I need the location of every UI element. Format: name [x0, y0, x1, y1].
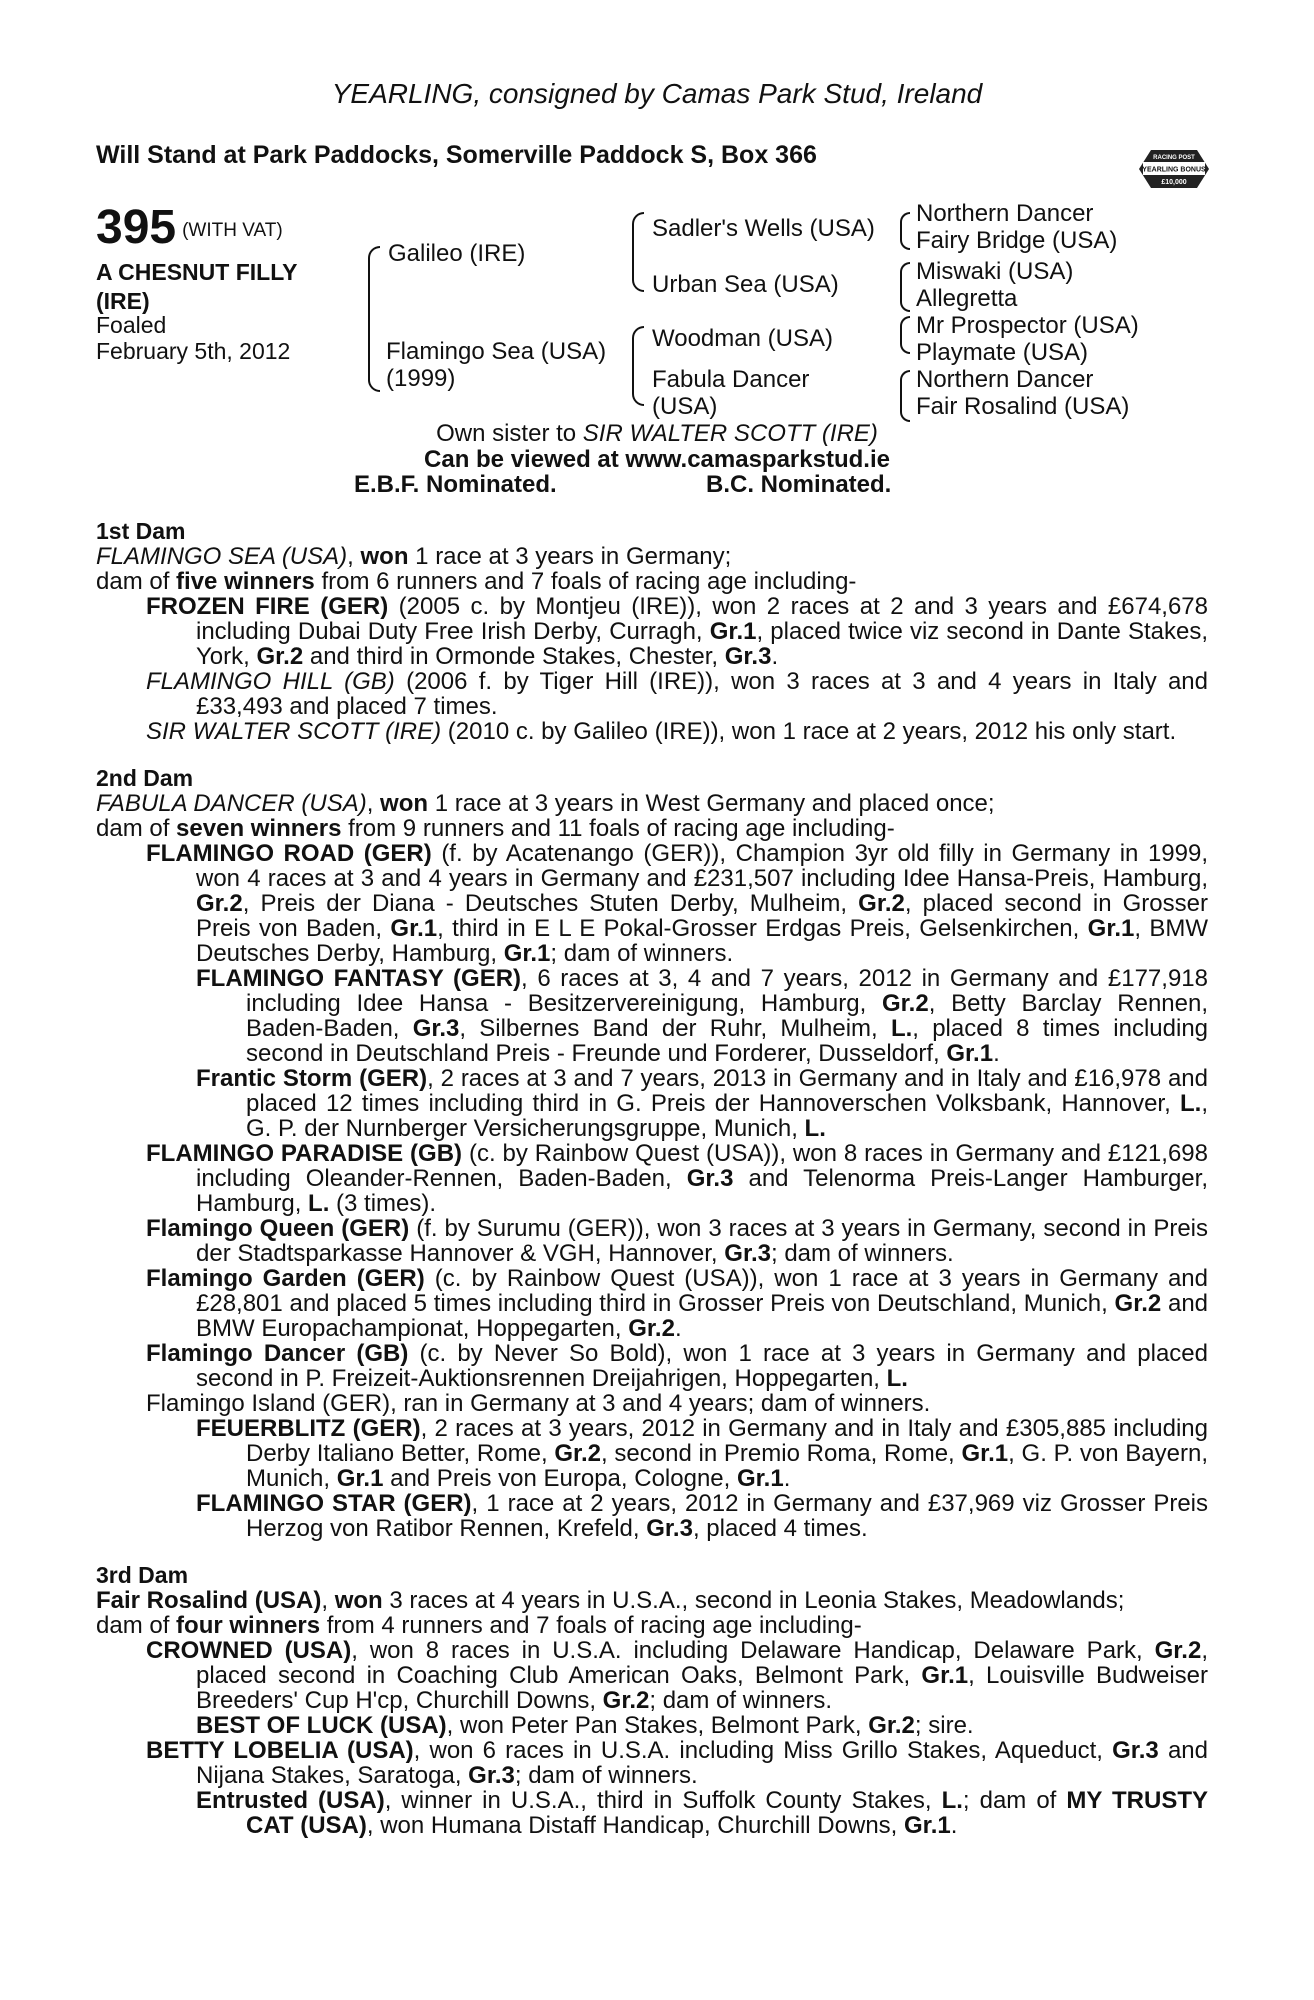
dss: Mr Prospector (USA)	[916, 312, 1139, 339]
progeny-entry: FLAMINGO PARADISE (GB) (c. by Rainbow Quest (USA)), won 8 races in Germany and £121,698 including Oleander-Rennen, Baden-Baden, Gr.3 and Telenorma Preis-Langer Hamburger, Hamburg, L. (3 times).	[146, 1140, 1208, 1217]
progeny-entry: FLAMINGO ROAD (GER) (f. by Acatenango (GER)), Champion 3yr old filly in Germany in 1999, won 4 races at 3 and 4 years in Germany and £231,507 including Idee Hansa-Preis, Hamburg, Gr.2, Preis der Diana - Deutsches Stuten Derby, Mulheim, Gr.2, placed second in Grosser Preis von Baden, Gr.1, third in E L E Pokal-Grosser Erdgas Preis, Gelsenkirchen, Gr.1, BMW Deutsches Derby, Hamburg, Gr.1; dam of winners.	[146, 840, 1209, 967]
grand-progeny-entry: FLAMINGO STAR (GER), 1 race at 2 years, 2012 in Germany and £37,969 viz Grosser Preis Herzog von Ratibor Rennen, Krefeld, Gr.3, placed 4 times.	[196, 1490, 1209, 1542]
viewing-note: Can be viewed at www.camasparkstud.ie	[424, 446, 890, 473]
third-dam-heading: 3rd Dam	[96, 1562, 189, 1588]
third-dam-line2: dam of four winners from 4 runners and 7 foals of racing age including-	[96, 1612, 862, 1639]
dam-year: (1999)	[386, 365, 456, 392]
progeny-entry: Flamingo Garden (GER) (c. by Rainbow Quest (USA)), won 1 race at 3 years in Germany and £28,801 and placed 5 times including third in Grosser Preis von Deutschland, Munich, Gr.2 and BMW Europachampionat, Hoppegarten, Gr.2.	[146, 1265, 1209, 1342]
bracket-sire	[632, 212, 644, 292]
bracket-dd	[900, 370, 910, 422]
grand-progeny-entry: Entrusted (USA), winner in U.S.A., third in Suffolk County Stakes, L.; dam of MY TRUSTY CAT (USA), won Humana Distaff Handicap, Churchill Downs, Gr.1.	[196, 1787, 1209, 1839]
badge-amount: £10,000	[1161, 179, 1187, 186]
progeny-entry: Flamingo Dancer (GB) (c. by Never So Bold), won 1 race at 3 years in Germany and placed second in P. Freizeit-Auktionsrennen Dreijahrigen, Hoppegarten, L.	[146, 1340, 1209, 1392]
progeny-entry: Flamingo Queen (GER) (f. by Surumu (GER)), won 3 races at 3 years in Germany, second in Preis der Stadtsparkasse Hannover & VGH, Hannover, Gr.3; dam of winners.	[146, 1215, 1208, 1267]
ebf-note: E.B.F. Nominated.	[354, 471, 557, 498]
dds: Northern Dancer	[916, 366, 1094, 393]
grand-progeny-entry: FEUERBLITZ (GER), 2 races at 3 years, 2012 in Germany and in Italy and £305,885 including Derby Italiano Better, Rome, Gr.2, second in Premio Roma, Rome, Gr.1, G. P. von Bayern, Munich, Gr.1 and Preis von Europa, Cologne, Gr.1.	[196, 1415, 1209, 1492]
bc-note: B.C. Nominated.	[706, 471, 892, 498]
foaled-info	[96, 312, 290, 364]
lot-description	[96, 258, 356, 316]
sds: Miswaki (USA)	[916, 258, 1074, 285]
ddd: Fair Rosalind (USA)	[916, 393, 1130, 420]
sire: Galileo (IRE)	[388, 240, 526, 267]
badge-racing-post: RACING POST	[1153, 155, 1195, 161]
progeny-entry: SIR WALTER SCOTT (IRE) (2010 c. by Galileo (IRE)), won 1 race at 2 years, 2012 his only start.	[146, 718, 1177, 745]
dam-dam-line1: Fabula Dancer	[652, 366, 810, 393]
dam-name: Flamingo Sea (USA)	[386, 338, 607, 365]
sdd: Allegretta	[916, 285, 1018, 312]
bracket-ss	[900, 212, 910, 250]
progeny-entry: FROZEN FIRE (GER) (2005 c. by Montjeu (IRE)), won 2 races at 2 and 3 years and £674,678 including Dubai Duty Free Irish Derby, Curragh, Gr.1, placed twice viz second in Dante Stakes, York, Gr.2 and third in Ormonde Stakes, Chester, Gr.3.	[146, 593, 1209, 670]
first-dam-line1: FLAMINGO SEA (USA), won 1 race at 3 years in Germany;	[96, 543, 732, 570]
foaled-date: February 5th, 2012	[96, 338, 291, 364]
vat-label: (WITH VAT)	[182, 219, 283, 241]
progeny-entry: Flamingo Island (GER), ran in Germany at 3 and 4 years; dam of winners.	[146, 1390, 931, 1417]
stand-location: Will Stand at Park Paddocks, Somerville Paddock S, Box 366	[96, 141, 817, 169]
bracket-gen1	[368, 246, 380, 392]
lot-name-line2: (IRE)	[96, 288, 150, 314]
lot-number	[96, 201, 283, 254]
foaled-label: Foaled	[96, 312, 167, 338]
grand-progeny-entry: BEST OF LUCK (USA), won Peter Pan Stakes, Belmont Park, Gr.2; sire.	[196, 1712, 974, 1739]
third-dam-line1: Fair Rosalind (USA), won 3 races at 4 years in U.S.A., second in Leonia Stakes, Meadowlands;	[96, 1587, 1125, 1614]
sss: Northern Dancer	[916, 200, 1094, 227]
bracket-ds	[900, 316, 910, 354]
first-dam-heading: 1st Dam	[96, 518, 186, 544]
sister-note	[0, 420, 1314, 448]
sire-sire: Sadler's Wells (USA)	[652, 215, 875, 242]
third-dam-section	[96, 1563, 1208, 1838]
sale-header: YEARLING, consigned by Camas Park Stud, Ireland	[331, 78, 983, 109]
grand-progeny-entry: Frantic Storm (GER), 2 races at 3 and 7 years, 2013 in Germany and in Italy and £16,978 and placed 12 times including third in G. Preis der Hannoverschen Volksbank, Hannover, L., G. P. der Nurnberger Versicherungsgruppe, Munich, L.	[196, 1065, 1209, 1142]
sire-dam: Urban Sea (USA)	[652, 271, 839, 298]
badge-yearling-bonus: YEARLING BONUS	[1142, 166, 1206, 174]
dam-dam-line2: (USA)	[652, 393, 718, 420]
second-dam-line1: FABULA DANCER (USA), won 1 race at 3 years in West Germany and placed once;	[96, 790, 995, 817]
bracket-sd	[900, 262, 910, 312]
ssd: Fairy Bridge (USA)	[916, 227, 1118, 254]
second-dam-line2: dam of seven winners from 9 runners and 11 foals of racing age including-	[96, 815, 895, 842]
dsd: Playmate (USA)	[916, 339, 1089, 366]
first-dam-line2: dam of five winners from 6 runners and 7 foals of racing age including-	[96, 568, 857, 595]
yearling-bonus-badge	[1135, 144, 1213, 194]
bracket-dam	[632, 326, 644, 406]
lot-number-value: 395	[96, 201, 177, 254]
sister-name: SIR WALTER SCOTT (IRE)	[582, 420, 878, 447]
lot-name-line1: A CHESNUT FILLY	[96, 259, 298, 285]
dam-sire: Woodman (USA)	[652, 325, 833, 352]
pedigree-body	[96, 519, 1208, 1838]
second-dam-heading: 2nd Dam	[96, 765, 194, 791]
sister-prefix: Own sister to	[436, 420, 577, 447]
grand-progeny-entry: FLAMINGO FANTASY (GER), 6 races at 3, 4 and 7 years, 2012 in Germany and £177,918 including Idee Hansa - Besitzervereinigung, Hamburg, Gr.2, Betty Barclay Rennen, Baden-Baden, Gr.3, Silbernes Band der Ruhr, Mulheim, L., placed 8 times including second in Deutschland Preis - Freunde und Forderer, Dusseldorf, Gr.1.	[196, 965, 1209, 1067]
progeny-entry: CROWNED (USA), won 8 races in U.S.A. including Delaware Handicap, Delaware Park, Gr.2, placed second in Coaching Club American Oaks, Belmont Park, Gr.1, Louisville Budweiser Breeders' Cup H'cp, Churchill Downs, Gr.2; dam of winners.	[146, 1637, 1209, 1714]
progeny-entry: BETTY LOBELIA (USA), won 6 races in U.S.A. including Miss Grillo Stakes, Aqueduct, Gr.3 and Nijana Stakes, Saratoga, Gr.3; dam of winners.	[146, 1737, 1208, 1789]
first-dam-section	[96, 519, 1208, 744]
second-dam-section	[96, 766, 1208, 1541]
progeny-entry: FLAMINGO HILL (GB) (2006 f. by Tiger Hill (IRE)), won 3 races at 3 and 4 years in Italy and £33,493 and placed 7 times.	[146, 668, 1209, 720]
